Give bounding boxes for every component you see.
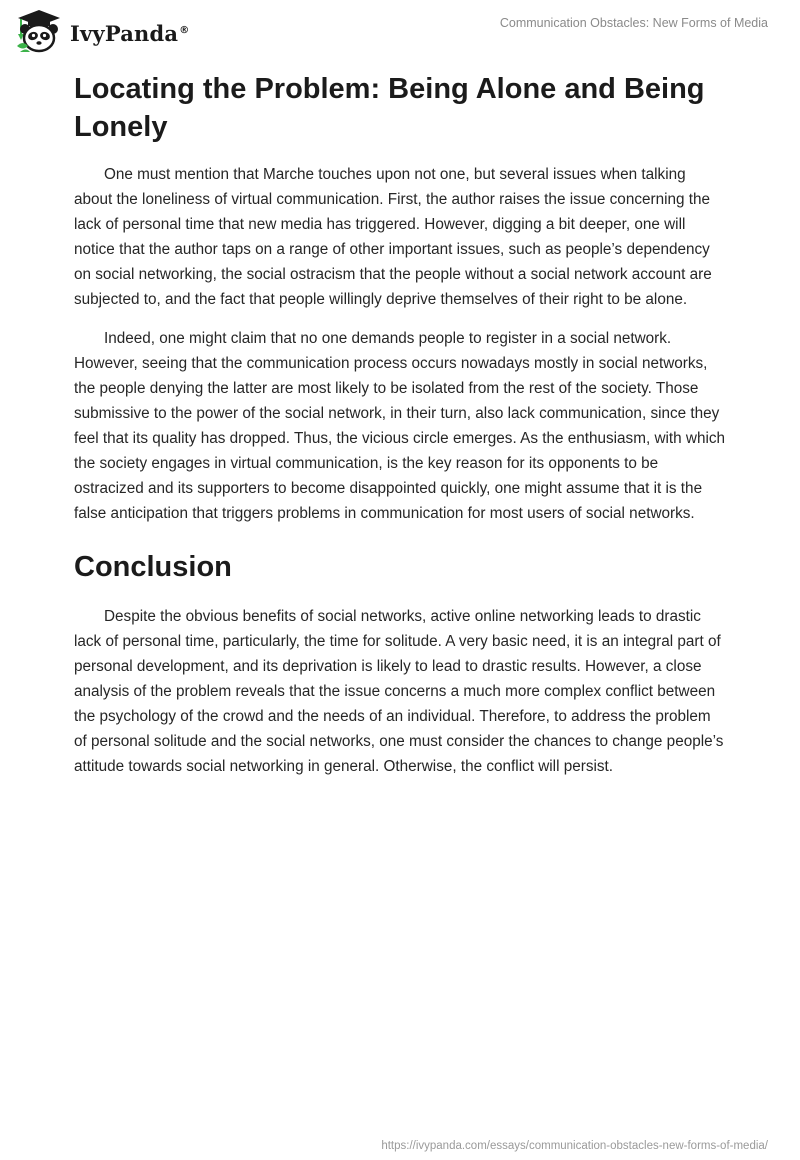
paragraph: Indeed, one might claim that no one demands people to register in a social network. However, seeing that the communication process occurs nowadays mostly in social networks, the people denying the latter are most likely to be isolated from the rest of the society. Those submissive to the power of the social network, in their turn, also lack communication, since they feel that its quality has dropped. Thus, the vicious circle emerges. As the enthusiasm, with which the society engages in virtual communication, is the key reason for its opponents to be ostracized and its supporters to become disappointed quickly, one might assume that it is the false anticipation that triggers problems in communication for most users of social networks. bbox=[74, 330, 726, 522]
brand-name: IvyPanda® bbox=[70, 20, 190, 46]
section-heading-conclusion: Conclusion bbox=[74, 551, 232, 583]
section-heading-locating-the-problem: Locating the Problem: Being Alone and Being Lonely bbox=[74, 73, 705, 143]
ivypanda-logo[interactable] bbox=[14, 8, 189, 54]
page-header bbox=[0, 0, 800, 64]
essay-content bbox=[74, 70, 726, 793]
paragraph: One must mention that Marche touches upon not one, but several issues when talking about the loneliness of virtual communication. First, the author raises the issue concerning the lack of personal time that new media has triggered. However, digging a bit deeper, one will notice that the author taps on a range of other important issues, such as people’s dependency on social networking, the social ostracism that the people without a social network account are subjected to, and the fact that people willingly deprive themselves of their right to be alone. bbox=[74, 166, 712, 308]
panda-graduate-icon bbox=[14, 8, 64, 54]
paragraph: Despite the obvious benefits of social networks, active online networking leads to drastic lack of personal time, particularly, the time for solitude. A very basic need, it is an integral part of personal development, and its deprivation is likely to lead to drastic results. However, a close analysis of the problem reveals that the issue concerns a much more complex conflict between the psychology of the crowd and the needs of an individual. Therefore, to address the problem of personal solitude and the social networks, one must consider the chances to change people’s attitude towards social networking in general. Otherwise, the conflict will persist. bbox=[74, 608, 724, 775]
document-title: Communication Obstacles: New Forms of Media bbox=[499, 16, 768, 30]
registered-mark: ® bbox=[179, 24, 190, 36]
source-url[interactable]: https://ivypanda.com/essays/communication-obstacles-new-forms-of-media/ bbox=[381, 1140, 768, 1152]
